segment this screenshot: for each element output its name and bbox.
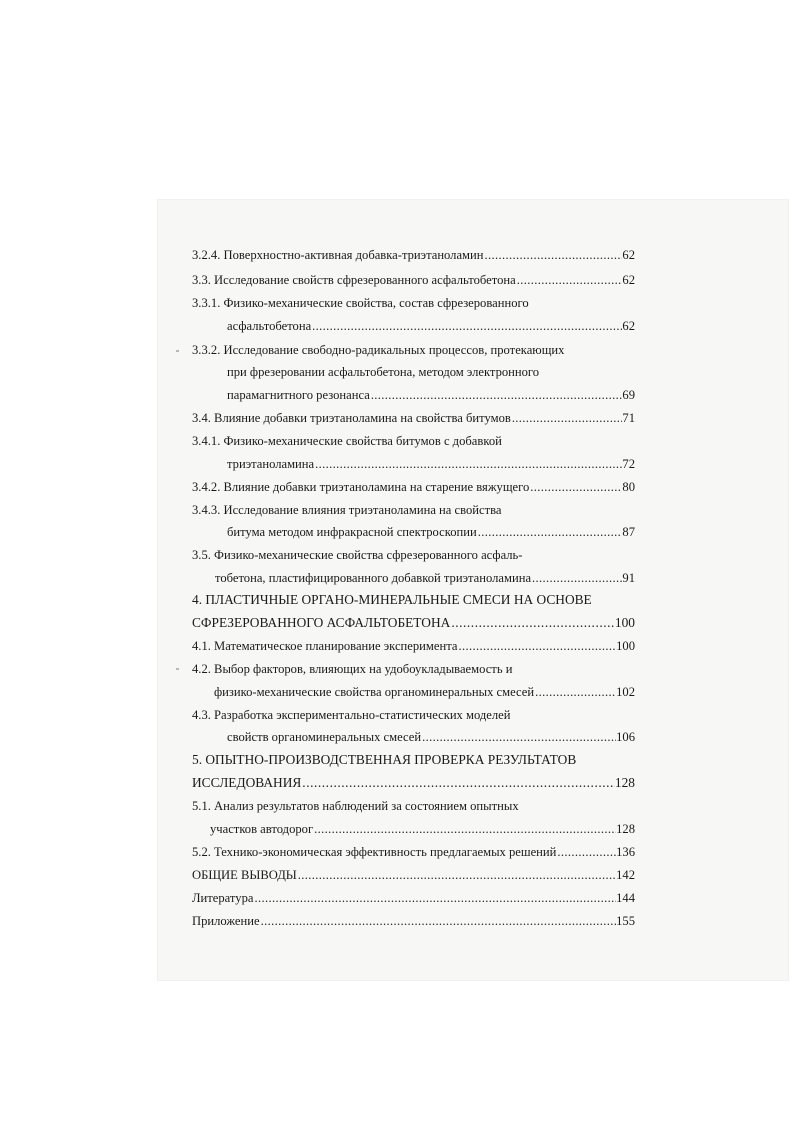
toc-entry bbox=[192, 244, 635, 266]
toc-entry-heading bbox=[192, 499, 635, 521]
toc-entry-page: 100 bbox=[614, 615, 635, 630]
toc-entry-heading bbox=[192, 544, 635, 566]
toc-entry-page: 144 bbox=[616, 891, 635, 905]
toc-entry bbox=[192, 772, 635, 794]
toc-entry bbox=[192, 887, 635, 909]
toc-entry-title: СФРЕЗЕРОВАННОГО АСФАЛЬТОБЕТОНА bbox=[192, 615, 451, 630]
toc-entry-title: свойств органоминеральных смесей bbox=[227, 730, 422, 744]
toc-entry bbox=[214, 681, 635, 703]
toc-entry bbox=[192, 635, 635, 657]
scan-speck bbox=[176, 350, 179, 352]
toc-entry-page: 128 bbox=[616, 822, 635, 836]
toc-entry-page: 62 bbox=[622, 319, 635, 333]
toc-entry bbox=[227, 315, 635, 337]
toc-entry bbox=[227, 521, 635, 543]
toc-entry-title: триэтаноламина bbox=[227, 457, 315, 471]
toc-entry-page: 106 bbox=[616, 730, 635, 744]
toc-entry-title: 5.1. Анализ результатов наблюдений за состоянием опытных bbox=[192, 799, 519, 813]
scan-speck bbox=[176, 668, 179, 670]
toc-entry-heading bbox=[192, 658, 635, 680]
toc-entry-heading bbox=[192, 292, 635, 314]
toc-entry-page: 72 bbox=[622, 457, 635, 471]
toc-entry-title: парамагнитного резонанса bbox=[227, 388, 370, 402]
toc-entry-title: ОБЩИЕ ВЫВОДЫ bbox=[192, 868, 297, 882]
toc-entry-page: 91 bbox=[622, 571, 635, 585]
toc-entry bbox=[192, 612, 635, 634]
toc-chapter-heading bbox=[192, 749, 635, 771]
toc-entry-page: 69 bbox=[622, 388, 635, 402]
toc-entry-title: ИССЛЕДОВАНИЯ bbox=[192, 775, 302, 790]
toc-entry-page: 102 bbox=[616, 685, 635, 699]
toc-entry-title: Приложение bbox=[192, 914, 260, 928]
toc-entry bbox=[192, 841, 635, 863]
toc-entry bbox=[227, 726, 635, 748]
toc-entry-page: 62 bbox=[622, 248, 635, 262]
toc-entry bbox=[215, 567, 635, 589]
toc-entry-title: битума методом инфракрасной спектроскопии bbox=[227, 525, 477, 539]
toc-entry bbox=[210, 818, 635, 840]
toc-entry-title: тобетона, пластифицированного добавкой триэтаноламина bbox=[215, 571, 532, 585]
toc-entry bbox=[227, 384, 635, 406]
toc-entry-page: 142 bbox=[616, 868, 635, 882]
toc-entry-title: 4.1. Математическое планирование эксперимента bbox=[192, 639, 458, 653]
toc-entry-page: 128 bbox=[614, 775, 635, 790]
toc-entry-page: 62 bbox=[622, 273, 635, 287]
toc-entry-title: участков автодорог bbox=[210, 822, 314, 836]
toc-entry-page: 100 bbox=[616, 639, 635, 653]
toc-entry-title: 3.4.1. Физико-механические свойства битумов с добавкой bbox=[192, 434, 502, 448]
toc-entry bbox=[192, 476, 635, 498]
toc-entry-heading bbox=[192, 430, 635, 452]
toc-entry-title: 3.3.2. Исследование свободно-радикальных процессов, протекающих bbox=[192, 343, 565, 357]
toc-entry-page: 87 bbox=[622, 525, 635, 539]
toc-entry-title: 3.5. Физико-механические свойства сфрезерованного асфаль- bbox=[192, 548, 523, 562]
toc-entry bbox=[192, 864, 635, 886]
toc-entry-page: 155 bbox=[616, 914, 635, 928]
toc-entry-heading bbox=[192, 704, 635, 726]
toc-entry-title: 3.3.1. Физико-механические свойства, состав сфрезерованного bbox=[192, 296, 529, 310]
toc-entry-title: Литература bbox=[192, 891, 254, 905]
toc-entry-title: физико-механические свойства органоминеральных смесей bbox=[214, 685, 535, 699]
toc-entry-title: 5.2. Технико-экономическая эффективность предлагаемых решений bbox=[192, 845, 557, 859]
toc-entry-title: 3.2.4. Поверхностно-активная добавка-триэтаноламин bbox=[192, 248, 484, 262]
toc-entry-heading bbox=[192, 339, 635, 361]
toc-entry-title: 3.4.3. Исследование влияния триэтаноламина на свойства bbox=[192, 503, 502, 517]
toc-entry-title: 3.4. Влияние добавки триэтаноламина на свойства битумов bbox=[192, 411, 511, 425]
toc-entry bbox=[192, 269, 635, 291]
toc-entry-heading bbox=[192, 795, 635, 817]
toc-entry-title: 3.4.2. Влияние добавки триэтаноламина на старение вяжущего bbox=[192, 480, 530, 494]
toc-entry-title: 4.3. Разработка экспериментально-статистических моделей bbox=[192, 708, 511, 722]
toc-entry bbox=[192, 910, 635, 932]
toc-entry-title: 4. ПЛАСТИЧНЫЕ ОРГАНО-МИНЕРАЛЬНЫЕ СМЕСИ НА ОСНОВЕ bbox=[192, 592, 592, 607]
toc-entry-page: 71 bbox=[622, 411, 635, 425]
toc-entry-title: асфальтобетона bbox=[227, 319, 312, 333]
toc-entry-heading bbox=[227, 361, 635, 383]
toc-entry-title: 5. ОПЫТНО-ПРОИЗВОДСТВЕННАЯ ПРОВЕРКА РЕЗУЛЬТАТОВ bbox=[192, 752, 577, 767]
toc-entry-page: 136 bbox=[616, 845, 635, 859]
toc-entry-title: 4.2. Выбор факторов, влияющих на удобоукладываемость и bbox=[192, 662, 513, 676]
toc-entry bbox=[227, 453, 635, 475]
toc-entry-title: 3.3. Исследование свойств сфрезерованного асфальтобетона bbox=[192, 273, 516, 287]
toc-chapter-heading bbox=[192, 589, 635, 611]
toc-entry-title: при фрезеровании асфальтобетона, методом электронного bbox=[227, 365, 540, 379]
toc-entry-page: 80 bbox=[622, 480, 635, 494]
toc-entry bbox=[192, 407, 635, 429]
